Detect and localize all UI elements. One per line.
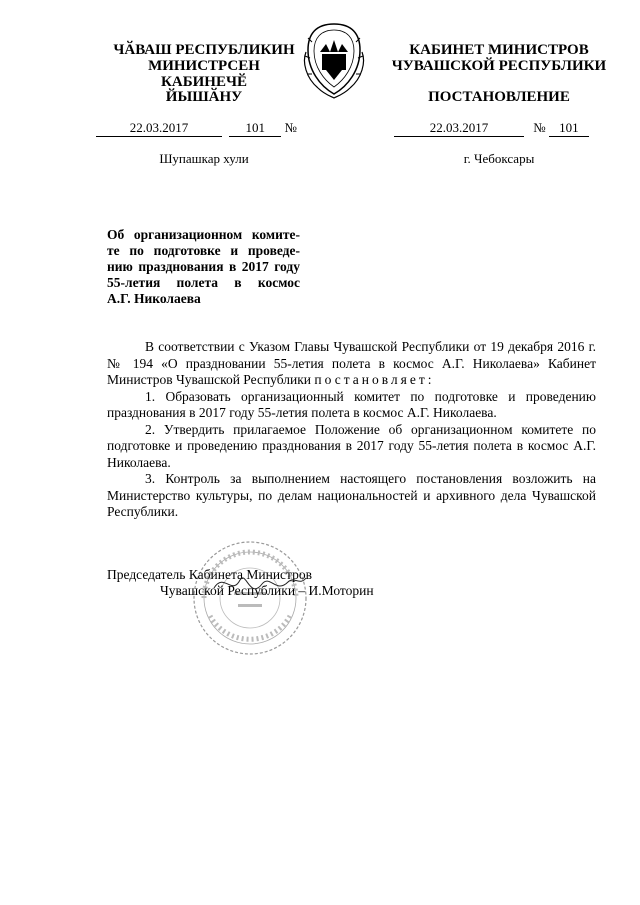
- header-right-org: [390, 42, 608, 74]
- header-right-line2: ЧУВАШСКОЙ РЕСПУБЛИКИ: [391, 58, 607, 74]
- body-item-2: 2. Утвердить прилагаемое Положение об организационном комитете по подготовке и проведению празднования в 2017 году 55-летия полета в космос А.Г. Николаева.: [107, 421, 596, 470]
- title-line: те по подготовке и проведе-: [107, 243, 300, 258]
- title-line: 55-летия полета в космос: [107, 275, 300, 290]
- right-number: 101: [549, 120, 589, 137]
- body-intro-verb: постановляет:: [314, 372, 435, 387]
- left-number: 101: [229, 120, 281, 137]
- title-line: нию празднования в 2017 году: [107, 259, 300, 274]
- left-date-number-row: [96, 120, 316, 137]
- body-item-3: 3. Контроль за выполнением настоящего постановления возложить на Министерство культуры, по делам национальностей и архивного дела Чувашской Республики.: [107, 471, 596, 519]
- header-right-doc-type: ПОСТАНОВЛЕНИЕ: [428, 89, 570, 105]
- header-left-line2: МИНИСТРСЕН КАБИНЕЧӖ: [148, 58, 260, 90]
- body-intro-paragraph: [107, 339, 596, 389]
- header-left-org: [104, 42, 304, 90]
- right-city: г. Чебоксары: [463, 151, 535, 166]
- body-intro: В соответствии с Указом Главы Чувашской Республики от 19 декабря 2016 г. № 194 «О праздновании 55-летия полета в космос А.Г. Николаева» Кабинет Министров Чувашской Республики: [107, 339, 596, 387]
- signature-title-line1: Председатель Кабинета Министров: [107, 567, 312, 582]
- signature-dash: –: [298, 583, 306, 598]
- left-city: Шупашкар хули: [159, 151, 249, 166]
- header-right-line1: КАБИНЕТ МИНИСТРОВ: [409, 42, 589, 58]
- document-title: [107, 227, 300, 307]
- body-item-1: 1. Образовать организационный комитет по подготовке и проведению празднования в 2017 году 55-летия полета в космос А.Г. Николаева.: [107, 388, 596, 420]
- coat-of-arms-emblem: [302, 22, 366, 104]
- right-number-sign: №: [533, 120, 546, 135]
- left-date: 22.03.2017: [96, 120, 222, 137]
- document-body: [107, 339, 596, 521]
- signature-name: И.Моторин: [308, 583, 374, 598]
- title-line: А.Г. Николаева: [107, 291, 201, 306]
- signature-org: Чувашской Республики: [160, 583, 296, 598]
- right-date-number-row: [394, 120, 614, 137]
- header-left-line1: ЧӐВАШ РЕСПУБЛИКИН: [113, 42, 295, 58]
- header-left-doc-type: ЙЫШӐНУ: [165, 89, 243, 105]
- left-number-sign: №: [284, 120, 297, 135]
- title-line: Об организационном комите-: [107, 227, 300, 242]
- right-date: 22.03.2017: [394, 120, 524, 137]
- handwritten-signature: [210, 566, 310, 606]
